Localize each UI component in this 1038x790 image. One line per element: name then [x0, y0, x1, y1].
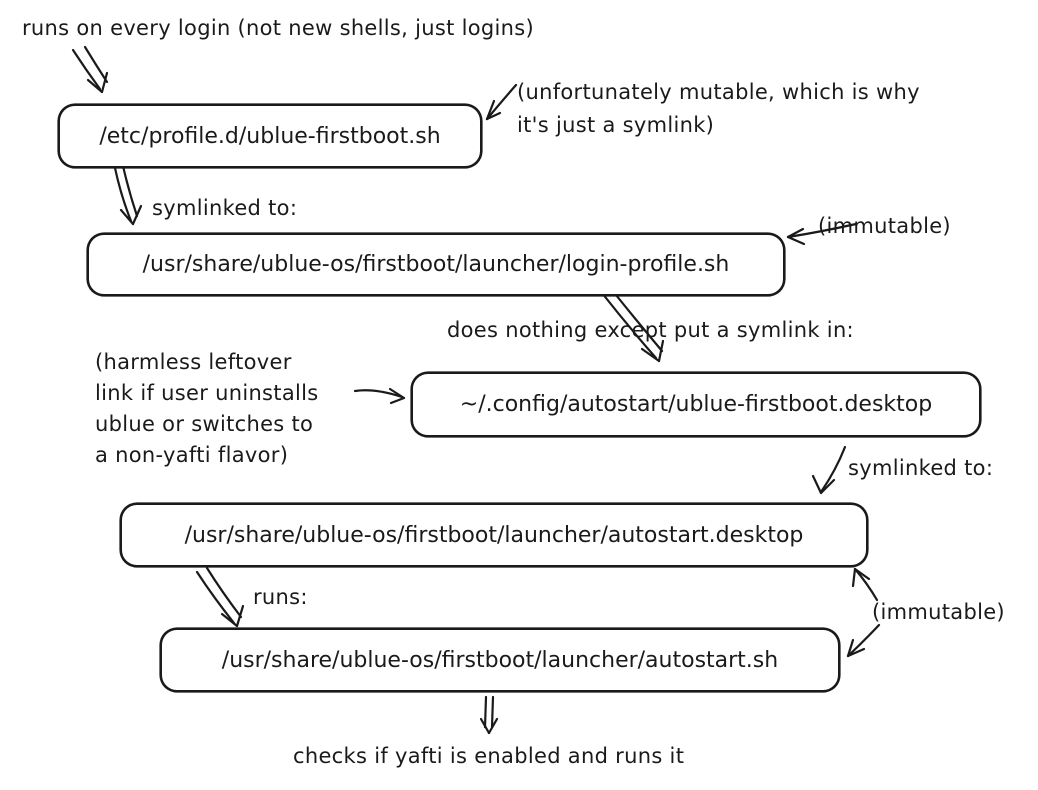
note-unfortunately-mutable-line1: (unfortunately mutable, which is why	[517, 80, 920, 104]
arrow-autostart-sh-to-checks-note	[481, 697, 497, 733]
arrow-harmless-note-to-autostart-link	[355, 389, 404, 403]
note-does-nothing-except-symlink: does nothing except put a symlink in:	[447, 318, 854, 342]
note-checks-if-yafti-enabled: checks if yafti is enabled and runs it	[293, 744, 685, 768]
note-unfortunately-mutable-line2: it's just a symlink)	[517, 113, 715, 137]
note-harmless-leftover-line4: a non-yafti flavor)	[95, 443, 289, 467]
node-autostart-sh: /usr/share/ublue-os/firstboot/launcher/autostart.sh	[160, 628, 840, 692]
note-immutable-bottom: (immutable)	[872, 600, 1005, 624]
node-etc-profile-d-ublue-firstboot-sh: /etc/profile.d/ublue-firstboot.sh	[58, 104, 482, 168]
note-symlinked-to-first: symlinked to:	[152, 196, 298, 220]
note-runs-on-every-login: runs on every login (not new shells, just logins)	[22, 16, 534, 40]
note-harmless-leftover-line2: link if user uninstalls	[95, 381, 319, 405]
note-symlinked-to-second: symlinked to:	[848, 456, 994, 480]
arrow-immutable-to-autostart-sh	[848, 625, 879, 656]
node-autostart-desktop: /usr/share/ublue-os/firstboot/launcher/autostart.desktop	[120, 503, 868, 567]
note-harmless-leftover-line3: ublue or switches to	[95, 412, 314, 436]
arrow-mutable-note-to-etc-profile	[487, 85, 516, 119]
note-immutable-top: (immutable)	[818, 214, 951, 238]
node-login-profile-sh: /usr/share/ublue-os/firstboot/launcher/login-profile.sh	[87, 233, 785, 296]
arrow-immutable-to-autostart-desktop	[853, 569, 877, 600]
arrow-etc-profile-to-login-profile	[115, 166, 141, 224]
arrow-login-note-to-etc-profile	[73, 47, 107, 92]
arrow-autostart-link-to-autostart-desktop	[813, 447, 845, 493]
arrow-autostart-desktop-to-autostart-sh	[197, 568, 243, 626]
note-harmless-leftover-line1: (harmless leftover	[95, 350, 292, 374]
node-config-autostart-ublue-firstboot-desktop: ~/.config/autostart/ublue-firstboot.desktop	[411, 372, 981, 437]
note-runs: runs:	[253, 585, 308, 609]
